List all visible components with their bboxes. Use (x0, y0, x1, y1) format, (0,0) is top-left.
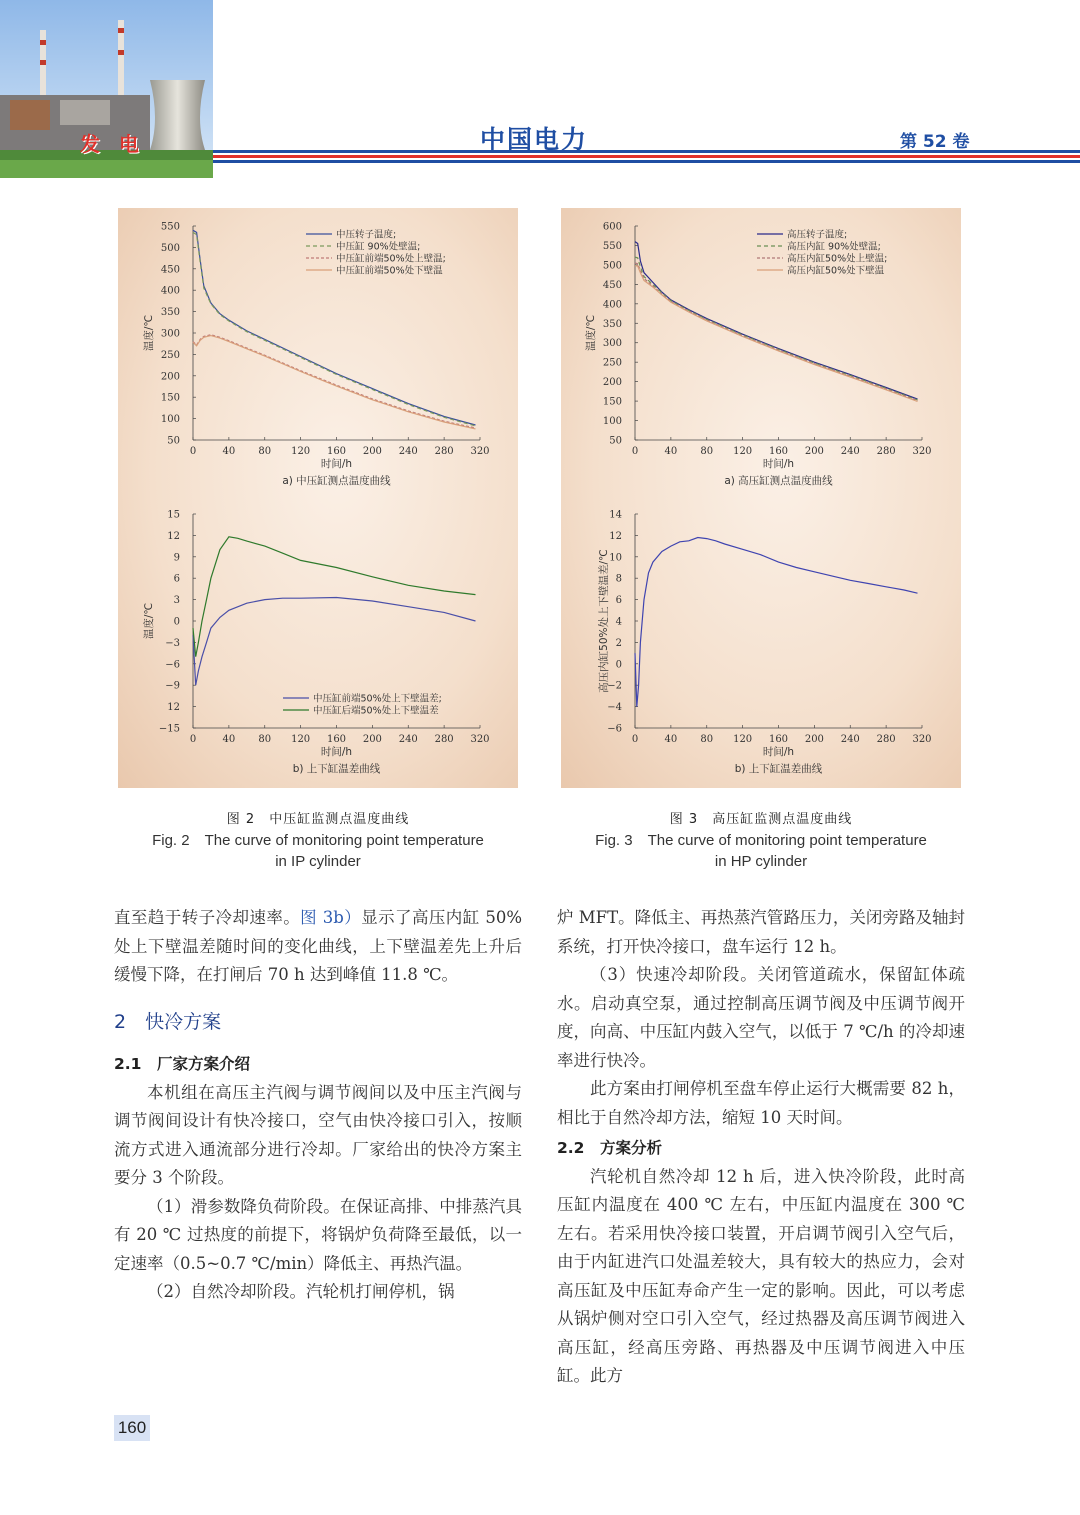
x-tick-label: 0 (631, 734, 639, 745)
paragraph: （2）自然冷却阶段。汽轮机打闸停机，锅 (147, 1282, 455, 1301)
x-tick-label: 200 (804, 734, 824, 745)
y-tick-label: 8 (615, 573, 622, 585)
series-line (635, 266, 918, 402)
right-column (557, 904, 965, 1391)
x-tick-label: 200 (804, 446, 824, 457)
x-tick-label: 160 (768, 734, 789, 745)
x-tick-label: 280 (876, 734, 896, 745)
chart-subtitle: b) 上下缸温差曲线 (734, 763, 823, 775)
y-axis-label: 高压内缸50%处上下壁温差/℃ (598, 549, 610, 693)
figure3-caption-cn: 图 3 高压缸监测点温度曲线 (669, 812, 853, 827)
figure3-caption-en (551, 830, 971, 872)
x-tick-label: 320 (912, 734, 932, 745)
y-tick-label: 50 (609, 435, 622, 447)
y-tick-label: 250 (160, 349, 180, 361)
x-tick-label: 40 (664, 446, 678, 457)
y-tick-label: −15 (158, 723, 180, 735)
page-number: 160 (114, 1415, 150, 1441)
legend-label: 中压缸前端50%处上壁温; (336, 253, 446, 265)
left-column (114, 904, 522, 1307)
y-tick-label: 0 (173, 616, 180, 628)
paragraph: （3）快速冷却阶段。关闭管道疏水，保留缸体疏水。启动真空泵，通过控制高压调节阀及中压调节阀开度，向高、中压缸内鼓入空气，以低于 7 ℃/h 的冷却速率进行快冷。 (557, 965, 965, 1070)
y-tick-label: 550 (160, 221, 180, 233)
x-tick-label: 120 (291, 734, 311, 745)
subsection-heading: 2.2 方案分析 (557, 1139, 662, 1157)
journal-title: 中国电力 (480, 125, 589, 154)
series-line (635, 257, 918, 400)
y-tick-label: 500 (602, 260, 622, 272)
y-tick-label: 300 (160, 328, 180, 340)
y-tick-label: 550 (602, 240, 622, 252)
x-tick-label: 240 (398, 734, 418, 745)
volume-label: 第 52 卷 (900, 132, 970, 152)
y-tick-label: 450 (602, 279, 622, 291)
y-tick-label: 400 (602, 299, 622, 311)
paragraph: （1）滑参数降负荷阶段。在保证高排、中排蒸汽具有 20 ℃ 过热度的前提下，将锅炉负荷降至最低，以一定速率（0.5~0.7 ℃/min）降低主、再热汽温。 (114, 1196, 522, 1273)
y-tick-label: 600 (602, 221, 622, 233)
y-tick-label: −2 (607, 680, 622, 692)
x-tick-label: 320 (470, 446, 490, 457)
y-tick-label: −6 (607, 723, 622, 735)
paragraph: 炉 MFT。降低主、再热蒸汽管路压力，关闭旁路及轴封系统，打开快冷接口，盘车运行 12 h。 (557, 908, 965, 956)
y-tick-label: 10 (609, 552, 622, 564)
y-tick-label: 450 (160, 264, 180, 276)
x-tick-label: 200 (362, 446, 382, 457)
figure2-caption-en (108, 830, 528, 872)
x-tick-label: 0 (189, 734, 197, 745)
chart-subtitle: a) 高压缸测点温度曲线 (724, 475, 833, 487)
header-rule (213, 150, 1080, 166)
paragraph: 此方案由打闸停机至盘车停止运行大概需要 82 h，相比于自然冷却方法，缩短 10 天时间。 (557, 1079, 965, 1127)
x-tick-label: 160 (768, 446, 789, 457)
chart-fig3a (584, 222, 932, 488)
x-tick-label: 0 (631, 446, 639, 457)
x-tick-label: 240 (840, 734, 860, 745)
y-tick-label: 200 (160, 371, 180, 383)
x-tick-label: 40 (222, 734, 236, 745)
x-tick-label: 120 (733, 734, 753, 745)
subsection-heading: 2.1 厂家方案介绍 (114, 1055, 250, 1073)
legend-label: 高压内缸 90%处壁温; (787, 241, 881, 253)
y-axis-label: 温度/℃ (585, 314, 597, 352)
y-tick-label: 4 (615, 616, 622, 628)
x-tick-label: 200 (362, 734, 382, 745)
legend-label: 中压缸前端50%处下壁温 (336, 265, 443, 277)
x-axis-label: 时间/h (762, 746, 795, 758)
x-tick-label: 280 (434, 734, 454, 745)
x-tick-label: 80 (700, 734, 714, 745)
series-line (193, 537, 476, 657)
x-axis-label: 时间/h (320, 458, 353, 470)
y-tick-label: 100 (602, 416, 622, 428)
y-tick-label: −9 (165, 680, 180, 692)
chart-fig2b (142, 510, 490, 776)
y-tick-label: 350 (160, 307, 180, 319)
y-tick-label: −3 (165, 637, 180, 649)
y-tick-label: 2 (615, 637, 622, 649)
x-axis-label: 时间/h (762, 458, 795, 470)
y-tick-label: 3 (173, 595, 180, 607)
paragraph (114, 904, 522, 990)
legend-label: 高压内缸50%处上壁温; (787, 253, 888, 265)
series-line (635, 263, 918, 401)
paragraph: 汽轮机自然冷却 12 h 后，进入快冷阶段，此时高压缸内温度在 400 ℃ 左右，中压缸内温度在 300 ℃ 左右。若采用快冷接口装置，开启调节阀引入空气后，由于内缸进汽口处温差较大，具有较大的热应力，会对高压缸及中压缸寿命产生一定的影响。因此，可以考虑从锅炉侧对空口引入空气，经过热器及高压调节阀进入高压缸，经高压旁路、再热器及中压调节阀进入中压缸。此方 (557, 1166, 965, 1385)
y-tick-label: 14 (609, 509, 622, 521)
x-tick-label: 240 (840, 446, 860, 457)
paragraph-text: 显示了高压内缸 50% 处上下壁温差随时间的变化曲线，上下壁温差先上升后缓慢下降，在打闸后 70 h 达到峰值 11.8 ℃。 (114, 908, 523, 984)
figure-link[interactable]: 图 3b） (300, 908, 362, 927)
chart-fig2a (142, 222, 490, 488)
y-axis-label: 温度/℃ (143, 314, 155, 352)
y-tick-label: 6 (615, 595, 622, 607)
series-line (193, 598, 476, 686)
page-header (0, 0, 1080, 180)
y-tick-label: 9 (173, 552, 180, 564)
legend-label: 中压缸 90%处壁温; (336, 241, 421, 253)
x-tick-label: 280 (434, 446, 454, 457)
y-tick-label: 12 (167, 702, 180, 714)
legend-label: 中压转子温度; (336, 229, 397, 241)
y-tick-label: 100 (160, 414, 180, 426)
section-heading: 2 快冷方案 (114, 1010, 222, 1033)
legend-label: 中压缸后端50%处上下壁温差 (313, 705, 439, 717)
y-tick-label: 0 (615, 659, 622, 671)
x-tick-label: 160 (326, 734, 347, 745)
paragraph: 本机组在高压主汽阀与调节阀间以及中压主汽阀与调节阀间设计有快冷接口，空气由快冷接口引入，按顺流方式进入通流部分进行冷却。厂家给出的快冷方案主要分 3 个阶段。 (114, 1082, 522, 1187)
y-tick-label: 350 (602, 318, 622, 330)
x-tick-label: 80 (258, 734, 272, 745)
x-tick-label: 320 (912, 446, 932, 457)
x-tick-label: 120 (733, 446, 753, 457)
chart-subtitle: a) 中压缸测点温度曲线 (282, 475, 391, 487)
x-axis-label: 时间/h (320, 746, 353, 758)
paragraph-text: 直至趋于转子冷却速率。 (114, 908, 301, 927)
figure3-caption-en-line2: in HP cylinder (714, 853, 808, 870)
figure3-panel (561, 208, 961, 788)
chart-fig3b (597, 510, 932, 776)
x-tick-label: 280 (876, 446, 896, 457)
x-tick-label: 80 (258, 446, 272, 457)
series-line (635, 538, 918, 707)
figure2-charts (118, 208, 518, 788)
section-tag: 发 电 (80, 132, 145, 156)
y-tick-label: −6 (165, 659, 180, 671)
x-tick-label: 0 (189, 446, 197, 457)
y-tick-label: 400 (160, 285, 180, 297)
x-tick-label: 40 (664, 734, 678, 745)
figure3-caption-en-line1: Fig. 3 The curve of monitoring point temperature (595, 832, 927, 849)
y-tick-label: 300 (602, 338, 622, 350)
y-tick-label: 250 (602, 357, 622, 369)
x-tick-label: 40 (222, 446, 236, 457)
y-tick-label: 150 (602, 396, 622, 408)
x-tick-label: 320 (470, 734, 490, 745)
y-tick-label: 15 (167, 509, 180, 521)
y-tick-label: 12 (609, 530, 622, 542)
figure2-caption-cn: 图 2 中压缸监测点温度曲线 (226, 812, 410, 827)
figure2-caption-en-line2: in IP cylinder (275, 853, 361, 870)
y-tick-label: 200 (602, 377, 622, 389)
y-tick-label: 500 (160, 242, 180, 254)
x-tick-label: 240 (398, 446, 418, 457)
legend-label: 高压内缸50%处下壁温 (787, 265, 885, 277)
x-tick-label: 160 (326, 446, 347, 457)
y-tick-label: 12 (167, 530, 180, 542)
figure2-panel (118, 208, 518, 788)
y-tick-label: −4 (607, 702, 622, 714)
y-tick-label: 150 (160, 392, 180, 404)
y-tick-label: 6 (173, 573, 180, 585)
legend-label: 高压转子温度; (787, 229, 848, 241)
y-axis-label: 温度/℃ (143, 602, 155, 640)
y-tick-label: 50 (167, 435, 180, 447)
chart-subtitle: b) 上下缸温差曲线 (292, 763, 381, 775)
figure3-charts (561, 208, 961, 788)
series-line (193, 336, 476, 429)
figure2-caption-en-line1: Fig. 2 The curve of monitoring point temperature (152, 832, 484, 849)
x-tick-label: 80 (700, 446, 714, 457)
x-tick-label: 120 (291, 446, 311, 457)
legend-label: 中压缸前端50%处上下壁温差; (313, 693, 442, 705)
